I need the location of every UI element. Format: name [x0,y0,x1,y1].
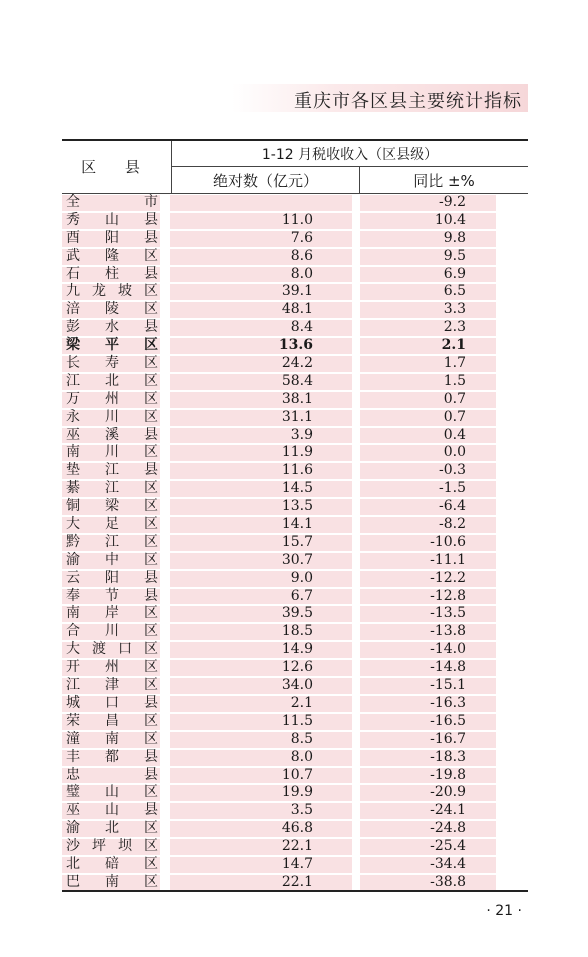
district-name-char: 忠 [66,766,80,783]
yoy-value: -12.2 [430,569,466,586]
district-name [66,283,158,301]
table-row [62,820,528,838]
table-row [62,230,528,248]
district-name-char: 坝 [118,838,132,855]
table-row [62,784,528,802]
district-name-char: 区 [144,623,158,640]
district-name [66,516,158,534]
table-row [62,391,528,409]
yoy-value: -8.2 [439,516,466,533]
district-name-char: 彭 [66,319,80,336]
district-name-char: 璧 [66,784,80,801]
absolute-value: 34.0 [281,677,313,694]
district-name [66,480,158,498]
district-name-char: 县 [144,265,158,282]
district-name-char: 石 [66,265,80,282]
district-name [66,230,158,248]
table-row [62,337,528,355]
district-name [66,301,158,319]
yoy-value: -14.0 [430,641,466,658]
yoy-value: 0.4 [443,426,466,443]
absolute-value: 13.5 [281,498,313,515]
district-name-char: 永 [66,408,80,425]
table-row [62,731,528,749]
district-name-char: 区 [144,712,158,729]
yoy-value: -0.3 [439,462,466,479]
table-row [62,713,528,731]
yoy-value: -16.5 [430,712,466,729]
district-name-char: 长 [66,355,80,372]
district-name-char: 秀 [66,211,80,228]
district-name [66,427,158,445]
table-row [62,641,528,659]
absolute-value: 46.8 [281,820,313,837]
district-name-char: 梁 [105,498,119,515]
absolute-value: 24.2 [281,355,313,372]
table-row [62,623,528,641]
district-name-char: 县 [144,694,158,711]
header-yoy: 同比 ±% [413,172,475,190]
absolute-value: 14.5 [281,480,313,497]
absolute-value: 12.6 [281,659,313,676]
district-name-char: 区 [144,659,158,676]
absolute-value: 11.9 [281,444,313,461]
district-name [66,391,158,409]
yoy-value: -20.9 [430,784,466,801]
yoy-value: -19.8 [430,766,466,783]
absolute-value: 13.6 [278,337,313,354]
absolute-value: 22.1 [281,838,313,855]
yoy-value: -9.2 [439,194,466,210]
district-name-char: 节 [105,587,119,604]
district-name [66,194,158,212]
district-name-char: 江 [105,462,119,479]
district-name-char: 涪 [66,301,80,318]
district-name-char: 万 [66,390,80,407]
district-name [66,355,158,373]
absolute-value: 22.1 [281,873,313,890]
district-name-char: 南 [105,730,119,747]
table-top-rule [62,139,528,141]
table-row [62,838,528,856]
district-name [66,534,158,552]
district-name-char: 潼 [66,730,80,747]
district-name-char: 区 [144,480,158,497]
table-row [62,319,528,337]
district-name [66,444,158,462]
district-name-char: 昌 [105,712,119,729]
table-row [62,444,528,462]
district-name-char: 陵 [105,301,119,318]
yoy-value: -13.5 [430,605,466,622]
district-name-char: 南 [66,444,80,461]
district-name-char: 江 [105,533,119,550]
district-name [66,319,158,337]
district-name-char: 区 [144,247,158,264]
header-tax-revenue: 1-12 月税收收入（区县级） [261,147,439,163]
table-row [62,480,528,498]
district-name [66,802,158,820]
yoy-value: 6.5 [443,283,466,300]
district-name-char: 云 [66,569,80,586]
district-name-char: 县 [144,319,158,336]
yoy-value: -24.1 [430,802,466,819]
absolute-value: 39.5 [281,605,313,622]
table-row [62,212,528,230]
district-name-char: 渡 [92,641,106,658]
district-name-char: 奉 [66,587,80,604]
district-name [66,373,158,391]
yoy-value: 0.7 [443,390,466,407]
district-name [66,552,158,570]
table-row [62,194,528,212]
district-name-char: 区 [144,784,158,801]
district-name-char: 县 [144,229,158,246]
page-number: · 21 · [486,903,522,919]
district-name [66,856,158,874]
yoy-value: -1.5 [439,480,466,497]
yoy-value: 0.0 [443,444,466,461]
district-name-char: 区 [144,730,158,747]
absolute-value: 58.4 [281,372,313,389]
yoy-value: -11.1 [430,551,466,568]
district-name-char: 铜 [66,498,80,515]
table-row [62,301,528,319]
header-divider-horizontal [172,166,528,167]
yoy-value: 1.7 [443,355,466,372]
district-name-char: 全 [66,194,80,210]
absolute-value: 14.7 [281,855,313,872]
district-name [66,695,158,713]
absolute-value: 9.0 [290,569,313,586]
table-row [62,856,528,874]
absolute-value: 15.7 [281,533,313,550]
absolute-value: 30.7 [281,551,313,568]
table-row [62,462,528,480]
table-row [62,767,528,785]
district-name-char: 江 [105,480,119,497]
yoy-value: 0.7 [443,408,466,425]
district-name [66,713,158,731]
header-district: 区 县 [81,158,152,176]
yoy-value: -14.8 [430,659,466,676]
district-name-char: 江 [66,372,80,389]
district-name-char: 丰 [66,748,80,765]
table-row [62,409,528,427]
district-name-char: 水 [105,319,119,336]
district-name-char: 区 [144,355,158,372]
district-name-char: 区 [144,372,158,389]
yoy-value: -16.3 [430,694,466,711]
district-name [66,838,158,856]
district-name [66,623,158,641]
district-name-char: 岸 [105,605,119,622]
table-row [62,605,528,623]
absolute-value: 38.1 [281,390,313,407]
district-name-char: 合 [66,623,80,640]
district-name-char: 县 [144,569,158,586]
district-name-char: 区 [144,408,158,425]
district-name-char: 山 [105,784,119,801]
district-name [66,337,158,355]
district-name-char: 寿 [105,355,119,372]
district-name-char: 隆 [105,247,119,264]
table-row [62,749,528,767]
yoy-value: -18.3 [430,748,466,765]
district-name-char: 口 [118,641,132,658]
district-name-char: 县 [144,748,158,765]
district-name-char: 坡 [118,283,132,300]
district-name-char: 城 [66,694,80,711]
district-name-char: 县 [144,766,158,783]
district-name-char: 区 [144,677,158,694]
yoy-value: -6.4 [439,498,466,515]
absolute-value: 39.1 [281,283,313,300]
district-name-char: 区 [144,444,158,461]
absolute-value: 6.7 [290,587,313,604]
district-name-char: 州 [105,659,119,676]
district-name-char: 渝 [66,820,80,837]
district-name-char: 沙 [66,838,80,855]
district-name-char: 足 [105,516,119,533]
absolute-value: 7.6 [290,229,313,246]
district-name [66,749,158,767]
absolute-value: 8.6 [290,247,313,264]
district-name-char: 区 [144,283,158,300]
district-name-char: 巫 [66,802,80,819]
district-name-char: 酉 [66,229,80,246]
district-name-char: 北 [105,372,119,389]
district-name-char: 区 [144,551,158,568]
district-name-char: 津 [105,677,119,694]
absolute-value: 2.1 [290,694,313,711]
yoy-value: -12.8 [430,587,466,604]
district-name-char: 柱 [105,265,119,282]
table-row [62,534,528,552]
absolute-value: 8.0 [290,265,313,282]
table-row [62,248,528,266]
district-name-char: 武 [66,247,80,264]
district-name-char: 县 [144,211,158,228]
table-row [62,427,528,445]
district-name-char: 巫 [66,426,80,443]
absolute-value: 48.1 [281,301,313,318]
district-name [66,767,158,785]
yoy-value: -25.4 [430,838,466,855]
district-name-char: 渝 [66,551,80,568]
district-name-char: 区 [144,301,158,318]
district-name-char: 区 [144,337,158,354]
district-name [66,641,158,659]
district-name-char: 区 [144,820,158,837]
district-name-char: 山 [105,211,119,228]
absolute-value: 14.9 [281,641,313,658]
table-row [62,266,528,284]
district-name-char: 大 [66,516,80,533]
district-name-char: 南 [66,605,80,622]
district-name-char: 山 [105,802,119,819]
district-name-char: 黔 [66,533,80,550]
district-name-char: 区 [144,390,158,407]
absolute-value: 8.0 [290,748,313,765]
yoy-value: -15.1 [430,677,466,694]
page-title: 重庆市各区县主要统计指标 [294,91,522,112]
yoy-value: 2.1 [441,337,466,354]
district-name-char: 大 [66,641,80,658]
district-name-char: 口 [105,694,119,711]
district-name-char [105,767,119,785]
district-name [66,588,158,606]
table-row [62,659,528,677]
district-name [66,462,158,480]
district-name [66,266,158,284]
absolute-value: 18.5 [281,623,313,640]
district-name-char: 区 [144,498,158,515]
table-row [62,802,528,820]
district-name [66,784,158,802]
district-name-char: 州 [105,390,119,407]
district-name-char: 川 [105,444,119,461]
district-name-char: 区 [144,873,158,890]
district-name-char: 巴 [66,873,80,890]
yoy-value: 1.5 [443,372,466,389]
yoy-value: 9.5 [443,247,466,264]
absolute-value: 10.7 [281,766,313,783]
table-row [62,516,528,534]
yoy-value: -38.8 [430,873,466,890]
absolute-value: 11.6 [281,462,313,479]
district-name [66,570,158,588]
yoy-value: 2.3 [443,319,466,336]
absolute-value: 8.4 [290,319,313,336]
district-name [66,498,158,516]
yoy-value: -34.4 [430,855,466,872]
district-name-char: 阳 [105,229,119,246]
district-name-char: 川 [105,623,119,640]
district-name-char: 区 [144,641,158,658]
district-name [66,409,158,427]
table-row [62,552,528,570]
district-name-char: 区 [144,516,158,533]
district-name-char: 县 [144,802,158,819]
yoy-value: -10.6 [430,533,466,550]
absolute-value: 8.5 [290,730,313,747]
table-row [62,355,528,373]
district-name [66,659,158,677]
district-name-char: 中 [105,551,119,568]
district-name-char: 溪 [105,426,119,443]
table-row [62,570,528,588]
table-bottom-rule [62,890,528,892]
district-name-char: 荣 [66,712,80,729]
district-name-char: 龙 [92,283,106,300]
absolute-value: 3.5 [290,802,313,819]
district-name [66,605,158,623]
district-name-char: 区 [144,533,158,550]
yoy-value: 6.9 [443,265,466,282]
table-row [62,498,528,516]
district-name-char: 九 [66,283,80,300]
header-absolute: 绝对数（亿元） [212,172,318,190]
absolute-value: 14.1 [281,516,313,533]
district-name-char: 垫 [66,462,80,479]
table-row [62,373,528,391]
district-name-char: 县 [144,462,158,479]
yoy-value: 3.3 [443,301,466,318]
district-name-char: 南 [105,873,119,890]
district-name [66,212,158,230]
district-name-char: 区 [144,605,158,622]
district-name-char: 县 [144,587,158,604]
district-name-char [105,194,119,212]
yoy-value: -24.8 [430,820,466,837]
district-name [66,248,158,266]
district-name-char: 碚 [105,855,119,872]
yoy-value: 10.4 [434,211,466,228]
table-body [62,194,528,892]
district-name-char: 都 [105,748,119,765]
district-name-char: 平 [105,337,119,354]
district-name [66,731,158,749]
district-name-char: 北 [105,820,119,837]
absolute-value: 11.5 [281,712,313,729]
district-name-char: 北 [66,855,80,872]
district-name-char: 区 [144,855,158,872]
district-name-char: 市 [144,194,158,210]
absolute-value: 19.9 [281,784,313,801]
yoy-value: -13.8 [430,623,466,640]
district-name-char: 川 [105,408,119,425]
district-name [66,677,158,695]
district-name-char: 綦 [66,480,80,497]
district-name-char: 开 [66,659,80,676]
table-row [62,695,528,713]
absolute-value: 11.0 [281,211,313,228]
table-row [62,283,528,301]
absolute-value: 3.9 [290,426,313,443]
table-row [62,677,528,695]
cell-background [170,195,352,211]
district-name-char: 县 [144,426,158,443]
district-name [66,820,158,838]
yoy-value: 9.8 [443,229,466,246]
table-row [62,588,528,606]
district-name-char: 江 [66,677,80,694]
district-name-char: 阳 [105,569,119,586]
absolute-value: 31.1 [281,408,313,425]
district-name-char: 坪 [92,838,106,855]
yoy-value: -16.7 [430,730,466,747]
district-name-char: 梁 [66,337,80,354]
district-name-char: 区 [144,838,158,855]
